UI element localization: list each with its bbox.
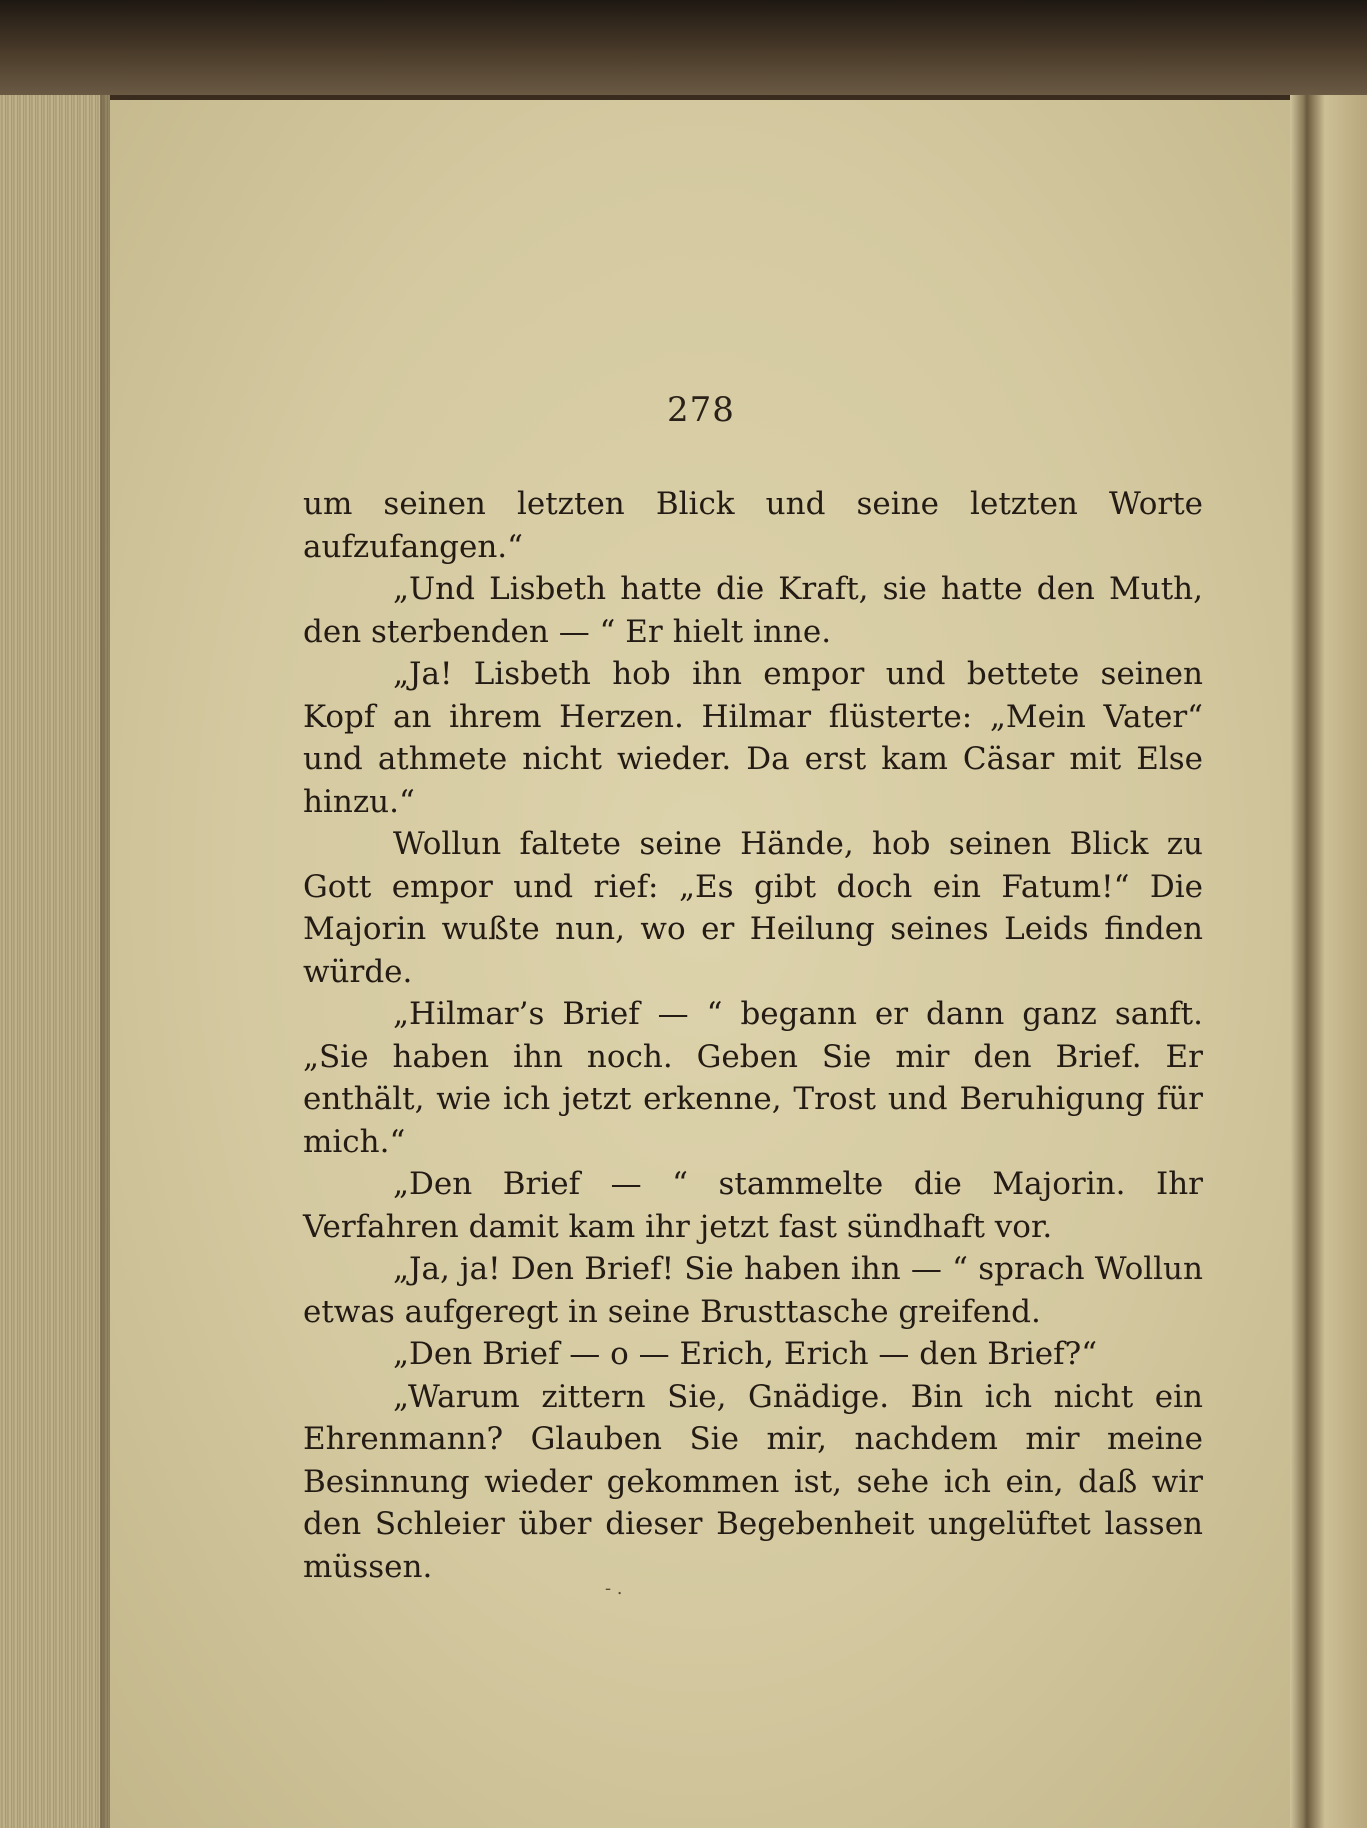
paragraph-8: „Den Brief — o — Erich, Erich — den Brief?“ <box>393 1336 1098 1372</box>
book-cover-edge <box>0 0 1367 95</box>
page-number: 278 <box>667 390 735 430</box>
body-text <box>303 483 1203 1588</box>
book-page <box>110 100 1292 1828</box>
paragraph-9: „Warum zittern Sie, Gnädige. Bin ich nicht ein Ehrenmann? Glauben Sie mir, nachdem mir meine Besinnung wieder gekommen ist, sehe ich ein, daß wir den Schleier über dieser Begebenheit ungelüftet lassen müssen. <box>303 1378 1203 1585</box>
paragraph-2: „Und Lisbeth hatte die Kraft, sie hatte den Muth, den sterbenden — “ Er hielt inne. <box>303 571 1203 650</box>
paragraph-1: um seinen letzten Blick und seine letzten Worte aufzufangen.“ <box>303 486 1203 565</box>
paragraph-3: „Ja! Lisbeth hob ihn empor und bettete seinen Kopf an ihrem Herzen. Hilmar flüsterte: „Mein Vater“ und athmete nicht wieder. Da erst kam Cäsar mit Else hinzu.“ <box>303 656 1203 820</box>
facing-page-edge <box>1307 95 1367 1828</box>
paragraph-6: „Den Brief — “ stammelte die Majorin. Ihr Verfahren damit kam ihr jetzt fast sündhaft vor. <box>303 1166 1203 1245</box>
page-stack-edges <box>0 95 110 1828</box>
paragraph-4: Wollun faltete seine Hände, hob seinen Blick zu Gott empor und rief: „Es gibt doch ein Fatum!“ Die Majorin wußte nun, wo er Heilung seines Leids finden würde. <box>303 826 1203 990</box>
footer-mark: ‑ . <box>605 1578 623 1599</box>
paragraph-7: „Ja, ja! Den Brief! Sie haben ihn — “ sprach Wollun etwas aufgeregt in seine Brusttasche greifend. <box>303 1251 1203 1330</box>
paragraph-5: „Hilmar’s Brief — “ begann er dann ganz sanft. „Sie haben ihn noch. Geben Sie mir den Brief. Er enthält, wie ich jetzt erkenne, Trost und Beruhigung für mich.“ <box>303 996 1203 1160</box>
